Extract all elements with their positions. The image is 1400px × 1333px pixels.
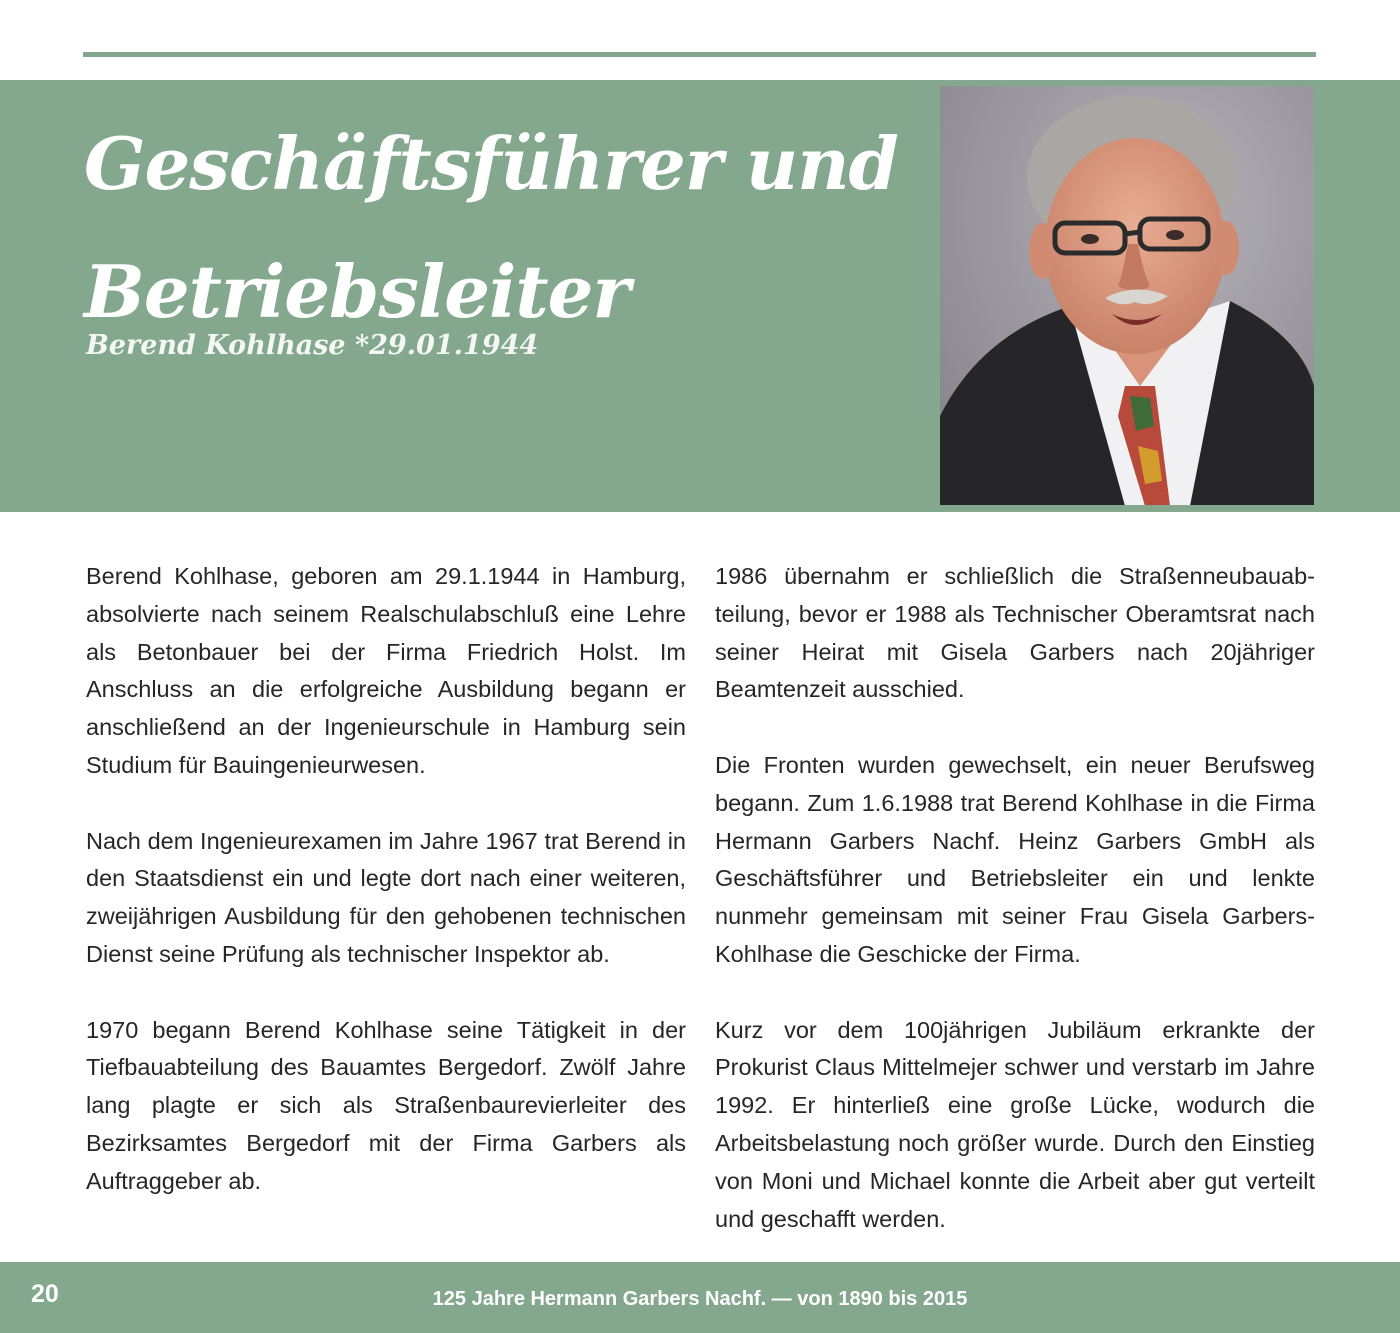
footer-band	[0, 1262, 1400, 1333]
paragraph: 1970 begann Berend Kohlhase seine Tätigkeit in der Tiefbauabteilung des Bauamtes Bergedorf. Zwölf Jahre lang plagte er sich als Straßenbaurevierleiter des Bezirksamtes Bergedorf mit der Firma Garbers als Auftraggeber ab.	[86, 1016, 686, 1194]
title-line-1: Geschäftsführer und	[84, 121, 898, 206]
paragraph: Die Fronten wurden gewechselt, ein neuer Berufsweg begann. Zum 1.6.1988 trat Berend Kohlhase in die Firma Hermann Garbers Nachf. Heinz Garbers GmbH als Geschäftsführer und Betriebsleiter ein und lenkte nunmehr gemeinsam mit seiner Frau Gisela Garbers-Kohlhase die Geschicke der Firma.	[715, 751, 1315, 967]
page-title	[84, 100, 904, 356]
page-number: 20	[31, 1280, 59, 1308]
portrait-photo	[940, 86, 1314, 505]
text-column-left	[86, 558, 686, 1201]
title-line-2: Betriebsleiter	[84, 249, 630, 334]
page-subtitle: Berend Kohlhase *29.01.1944	[86, 330, 539, 361]
text-column-right	[715, 558, 1315, 1238]
top-rule	[83, 52, 1316, 57]
paragraph: Kurz vor dem 100jährigen Jubiläum erkrankte der Prokurist Claus Mittelmejer schwer und verstarb im Jahre 1992. Er hinterließ eine große Lücke, wodurch die Arbeitsbelastung noch größer wurde. Durch den Einstieg von Moni und Michael konnte die Arbeit aber gut verteilt und geschafft werden.	[715, 1016, 1315, 1232]
portrait-illustration	[940, 86, 1314, 505]
footer-title: 125 Jahre Hermann Garbers Nachf. — von 1890 bis 2015	[432, 1288, 968, 1310]
paragraph: Berend Kohlhase, geboren am 29.1.1944 in Hamburg, absolvierte nach seinem Realschulabschluß eine Lehre als Betonbauer bei der Firma Friedrich Holst. Im Anschluss an die erfolgreiche Ausbildung begann er anschließend an der Ingenieurschule in Hamburg sein Studium für Bauingenieurwesen.	[86, 563, 686, 778]
paragraph: 1986 übernahm er schließlich die Straßenneubauabteilung, bevor er 1988 als Technischer Oberamtsrat nach seiner Heirat mit Gisela Garbers nach 20jähriger Beamtenzeit ausschied.	[715, 563, 1315, 703]
paragraph: Nach dem Ingenieurexamen im Jahre 1967 trat Berend in den Staatsdienst ein und legte dort nach einer weiteren, zweijährigen Ausbildung für den gehobenen technischen Dienst seine Prüfung als technischer Inspektor ab.	[86, 827, 686, 967]
